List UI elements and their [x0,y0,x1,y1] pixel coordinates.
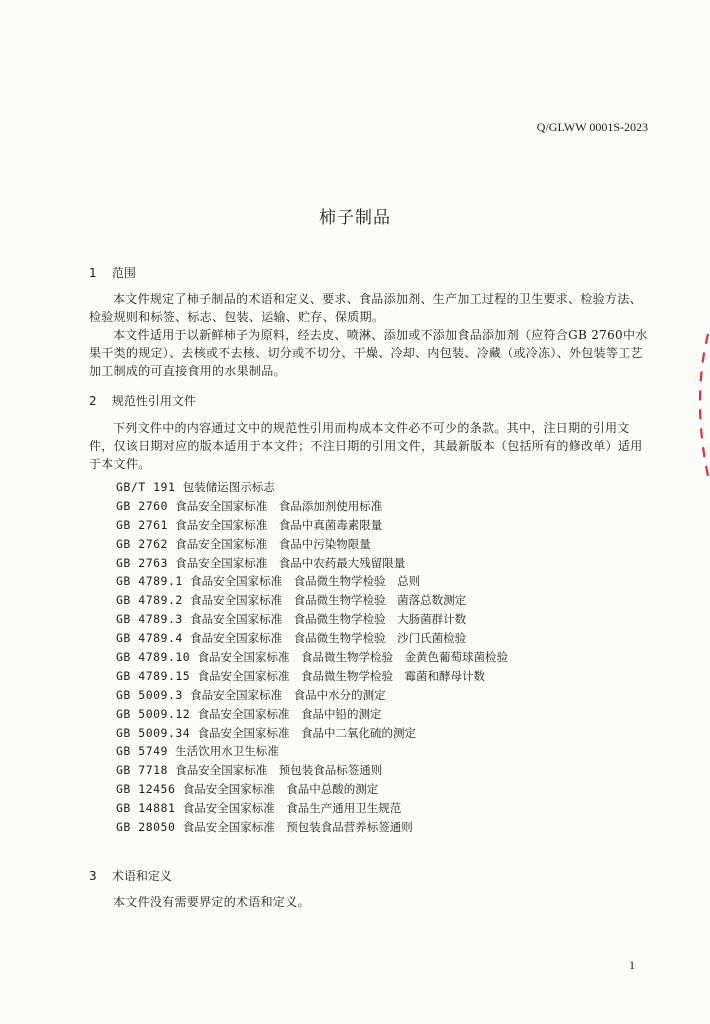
reference-item [116,535,508,554]
reference-item [116,799,508,818]
reference-standard-code: GB 7718 [116,763,168,778]
reference-standard-code: GB 2760 [116,498,168,513]
reference-title: 食品安全国家标准 食品中农药最大残留限量 [175,555,406,570]
paragraph: 本文件规定了柿子制品的术语和定义、要求、食品添加剂、生产加工过程的卫生要求、检验方法、检验规则和标签、标志、包装、运输、贮存、保质期。 [89,292,642,324]
reference-title: 食品安全国家标准 食品添加剂使用标准 [175,498,383,513]
reference-standard-code: GB 2763 [116,555,168,570]
reference-item [116,516,508,535]
reference-title: 食品安全国家标准 食品微生物学检验 沙门氏菌检验 [190,631,467,646]
reference-title: 食品安全国家标准 食品中真菌毒素限量 [175,517,383,532]
reference-item [116,724,508,743]
reference-title: 食品安全国家标准 食品中污染物限量 [175,536,371,551]
reference-item [116,648,508,667]
reference-standard-code: GB 2762 [116,536,168,551]
reference-title: 食品安全国家标准 食品微生物学检验 大肠菌群计数 [190,612,467,627]
reference-list [116,478,508,837]
section-heading [89,264,136,281]
reference-standard-code: GB 4789.4 [116,631,183,646]
reference-standard-code: GB 5009.34 [116,725,191,740]
reference-standard-code: GB 4789.2 [116,593,183,608]
section-number: 1 [89,266,97,280]
reference-title: 食品安全国家标准 食品微生物学检验 总则 [190,574,421,589]
reference-title: 食品安全国家标准 食品中二氧化硫的测定 [197,725,417,740]
paragraph: 下列文件中的内容通过文中的规范性引用而构成本文件必不可少的条款。其中，注日期的引用文件，仅该日期对应的版本适用于本文件；不注日期的引用文件，其最新版本（包括所有的修改单）适用于本文件。 [89,421,643,471]
page-number: 1 [629,958,635,972]
reference-title: 食品安全国家标准 预包装食品标签通则 [175,763,383,778]
reference-item [116,591,508,610]
reference-item [116,497,508,516]
reference-item [116,572,508,591]
reference-item [116,478,508,497]
reference-title: 食品安全国家标准 食品中总酸的测定 [182,782,379,797]
section-number: 2 [89,394,97,408]
reference-item [116,780,508,799]
reference-title: 食品安全国家标准 食品微生物学检验 霉菌和酵母计数 [197,668,486,683]
reference-item [116,667,508,686]
reference-title: 食品安全国家标准 食品微生物学检验 菌落总数测定 [190,593,467,608]
reference-standard-code: GB 28050 [116,820,176,835]
reference-title: 食品安全国家标准 预包装食品营养标签通则 [182,820,413,835]
reference-standard-code: GB 4789.1 [116,574,183,589]
reference-item [116,761,508,780]
reference-standard-code: GB 14881 [116,801,176,816]
reference-title: 包装储运图示标志 [182,480,275,494]
reference-item [116,686,508,705]
reference-item [116,610,508,629]
section-title: 术语和定义 [111,869,172,883]
reference-item [116,705,508,724]
reference-title: 食品安全国家标准 食品中水分的测定 [190,687,386,702]
document-code: Q/GLWW 0001S-2023 [536,120,648,134]
document-title: 柿子制品 [319,208,391,228]
section-heading [89,867,172,884]
section-title: 规范性引用文件 [111,394,196,408]
reference-title: 生活饮用水卫生标准 [175,744,279,759]
reference-item [116,742,508,761]
reference-standard-code: GB 2761 [116,517,168,532]
reference-standard-code: GB 5009.12 [116,706,191,721]
reference-item [116,629,508,648]
paragraph: 本文件没有需要界定的术语和定义。 [113,895,310,909]
reference-standard-code: GB 12456 [116,782,176,797]
paragraph: 本文件适用于以新鲜柿子为原料，经去皮、喷淋、添加或不添加食品添加剂（应符合GB 2760中水果干类的规定）、去核或不去核、切分或不切分、干燥、冷却、内包装、冷藏（或冷冻）、外包装等工艺加工制成的可直接食用的水果制品。 [89,328,648,378]
reference-title: 食品安全国家标准 食品中铅的测定 [197,706,382,721]
reference-standard-code: GB 4789.3 [116,612,183,627]
reference-standard-code: GB 4789.15 [116,668,191,683]
reference-standard-code: GB 5749 [116,744,168,759]
reference-title: 食品安全国家标准 食品生产通用卫生规范 [182,801,402,816]
reference-item [116,554,508,573]
section-title: 范围 [111,266,136,280]
reference-standard-code: GB 4789.10 [116,650,191,665]
section-number: 3 [89,869,97,883]
reference-title: 食品安全国家标准 食品微生物学检验 金黄色葡萄球菌检验 [197,650,509,665]
reference-standard-code: GB 5009.3 [116,687,183,702]
seal-stamp-fragment [688,330,710,480]
reference-standard-code: GB/T 191 [116,480,176,494]
section-heading [89,392,196,409]
reference-item [116,818,508,837]
